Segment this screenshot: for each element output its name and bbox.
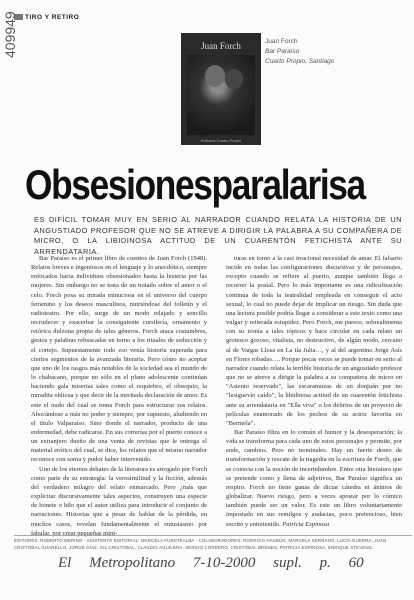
- book-info: [265, 37, 405, 67]
- body-paragraph: Bar Paraíso es el primer libro de cuentos de Juan Forch (1948). Relatos breves e ingeniosos en el lenguaje y lo anecdótico, siempre enfocados hacia individuos obsesionados hasta la histeria por las mujeres. Sin embargo no se trata de un tratado sobre el amor o el celo. Forch posa su mirada minuciosa en el universo del cuerpo femenino y los deseos masculinos, nutriéndose del folletín y el radioteatro. Por ello, surge de un modo relajado y sencillo recrudecer y exacerbar la consiguiente cursilería, ornamento y retórica dulzona propia de tales géneros. Forch ataca costumbres, gestos y palabras rebuscadas en torno a los rituales de seducción y el cortejo. Supuestamente todo eso venía historia superada para ciertos segmentos de la avanzada literaria. Pero cómo no aceptar que uno de los rasgos más notables de la sociedad sea el mundo de lo chabacano, porque no sólo en el plano adolescente continúan haciendo gala miserias tales como el requiebro, el obsequio, la miradita oblicua y que decir de la meritada declaración de amor. Es este el nudo del cual se toma Forch para estructurar sus relatos. Abocándose a más no poder y siempre, por supuesto, aludiendo en el título Valparaíso. Sino donde el narrador, producto de una enfermedad, debe radicarse. En sus correrías por el puerto conoce a un extranjero dueño de una venta de revistas que le entrega el material erótico del cual, se dice, los relatos que el mismo narrador reconoce con sorna y pudor haber intervenido.: [31, 255, 207, 464]
- cover-title: Juan Forch: [201, 41, 241, 51]
- cover-photo: [187, 55, 255, 135]
- handwritten-source-note: El Metropolitano 7-10-2000 supl. p. 60: [58, 555, 364, 571]
- book-author: Juan Forch: [265, 38, 298, 45]
- body-paragraph: [226, 428, 402, 529]
- cover-caption: Editorial Cuarto Propio: [200, 138, 242, 143]
- body-paragraph: Uno de los eternos debates de la literatura es arrogado por Forch como parte de su estrategia: la verosimilitud y la ficción, además del verdadero milagro del relato enmarcado. Pero ¿más que explicitar discursivamente tales aspectos, construyen una especie de bonete o hilo que el autor utiliza para introducir el conjunto de narraciones. Historias que a pesar de hablar de la pérdida, en muchos casos, revelan fundamentalmente el entusiasmo por fabular, por crear pequeñas mini-: [31, 465, 207, 537]
- body-column-right: [226, 254, 402, 529]
- body-paragraph-text: Bar Paraíso filtra en lo común el humor y la desesperación; la vida se transforma para cada uno de estos personajes y permite, por ende, cambios. Pero no terminales. Hay un fuerte deseo de transformación y rescate de la tragedia en la escritura de Forch, que se conecta con la noción de incertidumbre. Entre otra literatura que se pretende como y llena de adjetivos, Bar Paraíso significa un respiro. Forch no tiene ganas de dictar cátedra ni ánimos de globalizar. Nuevo riesgo, pero a veces apostar por lo cómico también puede ser un valor. Es este un libro voluntariamente impostado en sus remilgos y audacias, poco pretencioso, bien escrito y entretenido.: [226, 428, 402, 528]
- article-headline: Obsesionesparalarisa: [25, 161, 365, 208]
- book-title: Bar Paraíso: [265, 48, 300, 55]
- section-label: TIRO Y RETIRO: [14, 14, 79, 21]
- article-deck: ES DIFÍCIL TOMAR MUY EN SERIO AL NARRADOR CUANDO RELATA LA HISTORIA DE UN ANGUSTIADO PROFESOR QUE NO SE ATREVE A DIRIGIR LA PALABRA A SU COMPAÑERA DE MICRO, O LA LIBIDINOSA ACTITUD DE UN CUARENTÓN FETICHISTA ANTE SU ARRENDATARIA.: [34, 215, 402, 256]
- body-column-left: [31, 254, 207, 538]
- body-paragraph: turas en torno a la casi irracional necesidad de amar. El falsario incide en todas las configuraciones discursivas y de personajes, excepto cuando se refiere al puerto, aunque también llega a recorrer la postal. Pero lo más importante es una ridiculización continua de toda la teatralidad empleada en conseguir el acto sexual, lo cual no puede dejar de implicar un riesgo. Sin duda que una lectura posible podría llegar a considerar a este texto como una vulgar y reiterada estupidez. Pero Forch, me parece, sobrealimenta con su ironía a tales tópicos y hace circular en cada relato un grotesco gozoso, vitalista, no destructivo, de algún modo, cercano al de Vargas Llosa en La tía Julia…, y al del argentino Jorge Asís en Flores robadas…. Porque pocas veces se puede tomar en serio al narrador cuando relata la terrible historia de un angustiado profesor que no se atreve a dirigir la palabra a su compañera de micro en "Asiento reservado", las escaramuzas de un donjuán por no "lesiguevío caído", la libidinosa actitud de un cuarentón fetichista ante su arrendataria en "Ella viva" o los delirios de un proyecto de películas enamorado de los pechos de su actriz favorita en "Bermela".: [226, 255, 402, 427]
- author-signature: Patricia Espinosa: [282, 520, 330, 528]
- book-cover-image: [181, 33, 261, 145]
- staff-credits: EDITORES: ROBERTO MERINO · ASISTENTE EDITORIAL: MARCELA FUENTEALBA · COLABORADORES: RODRIGO HASBÚN, MARCELA SERRANO, LUCÍA GUERRA, JUAN CRISTÓBAL GUARELLO, JORGE DÍAZ, GIL CRISTÓBAL, CLAUDIO AGUILERA, SERGIO CORDERO, CRISTÓBAL BRENES, PATRICIA ESPINOSA, ENRIQUE STEVENS.: [14, 535, 412, 552]
- book-publisher: Cuarto Propio, Santiago: [265, 58, 335, 65]
- margin-annotation: 409949: [2, 11, 18, 58]
